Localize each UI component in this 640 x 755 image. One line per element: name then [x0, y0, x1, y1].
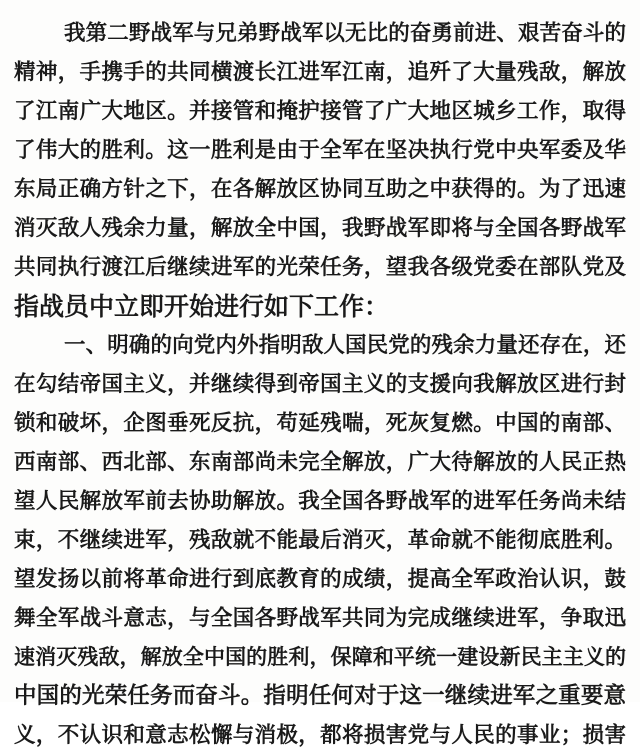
text-line: 锁和破坏，企图垂死反抗，苟延残喘，死灰复燃。中国的南部、: [14, 411, 626, 436]
text-line: 望发扬以前将革命进行到底教育的成绩，提高全军政治认识，鼓: [14, 567, 626, 592]
text-line: 望人民解放军前去协助解放。我全国各野战军的进军任务尚未结: [14, 489, 626, 514]
text-line: 了伟大的胜利。这一胜利是由于全军在坚决执行党中央军委及华: [14, 138, 626, 163]
text-line: 精神，手携手的共同横渡长江进军江南，追歼了大量残敌，解放: [14, 60, 626, 85]
text-line: 舞全军战斗意志，与全国各野战军共同为完成继续进军，争取迅: [14, 606, 626, 631]
text-line: 在勾结帝国主义，并继续得到帝国主义的支援向我解放区进行封: [14, 372, 626, 397]
text-line: 义，不认识和意志松懈与消极，都将损害党与人民的事业；损害: [14, 723, 626, 748]
text-line: 束，不继续进军，残敌就不能最后消灭，革命就不能彻底胜利。: [14, 528, 626, 553]
text-line: 西南部、西北部、东南部尚未完全解放，广大待解放的人民正热: [14, 450, 626, 475]
text-line: 东局正确方针之下，在各解放区协同互助之中获得的。为了迅速: [14, 177, 626, 202]
document-body: [14, 14, 626, 755]
text-line: 了江南广大地区。并接管和掩护接管了广大地区城乡工作，取得: [14, 99, 626, 124]
text-line: 共同执行渡江后继续进军的光荣任务，望我各级党委在部队党及: [14, 255, 626, 280]
text-line: 消灭敌人残余力量，解放全中国，我野战军即将与全国各野战军: [14, 216, 626, 241]
text-line: 我第二野战军与兄弟野战军以无比的奋勇前进、艰苦奋斗的: [64, 21, 626, 46]
text-line: 速消灭残敌，解放全中国的胜利，保障和平统一建设新民主主义的: [14, 645, 626, 669]
text-line: 指战员中立即开始进行如下工作：: [14, 292, 390, 321]
text-line: 中国的光荣任务而奋斗。指明任何对于这一继续进军之重要意: [14, 683, 626, 709]
text-line: 一、明确的向党内外指明敌人国民党的残余力量还存在，还: [64, 333, 626, 358]
